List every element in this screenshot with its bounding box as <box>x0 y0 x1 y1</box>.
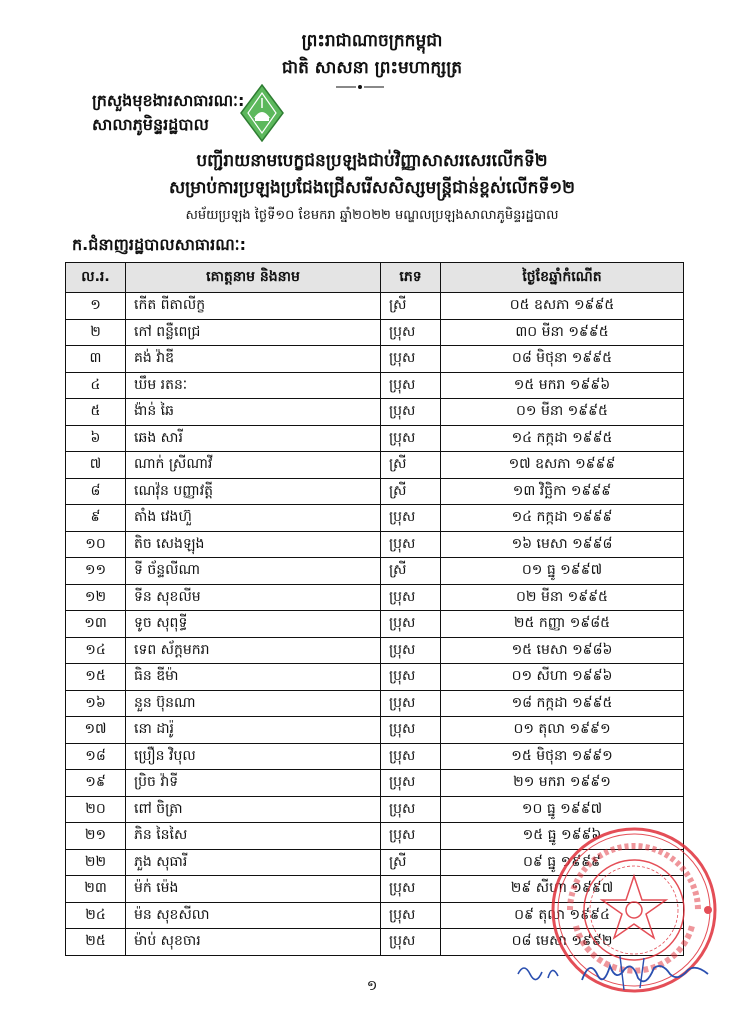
cell-sex: ស្រី <box>381 452 441 479</box>
cell-no: ៧ <box>66 452 126 479</box>
table-row <box>66 664 684 691</box>
table-row <box>66 346 684 373</box>
table-row <box>66 558 684 585</box>
cell-sex: ប្រុស <box>381 584 441 611</box>
cell-dob: ០១ សីហា ១៩៩៦ <box>441 664 684 691</box>
cell-dob: ១៤ កក្កដា ១៩៩៥ <box>441 425 684 452</box>
cell-sex: ស្រី <box>381 293 441 320</box>
cell-name: ប្រិច វ៉ាទី <box>126 770 381 797</box>
cell-sex: ប្រុស <box>381 690 441 717</box>
table-row <box>66 743 684 770</box>
cell-dob: ១៥ មេសា ១៩៨៦ <box>441 637 684 664</box>
cell-no: ៣ <box>66 346 126 373</box>
cell-sex: ប្រុស <box>381 319 441 346</box>
cell-sex: ប្រុស <box>381 664 441 691</box>
cell-no: ១១ <box>66 558 126 585</box>
cell-dob: ០៩ ធ្នូ ១៩៩៩ <box>441 849 684 876</box>
cell-dob: ២៥ កញ្ញា ១៩៨៥ <box>441 611 684 638</box>
cell-dob: ៣០ មីនា ១៩៩៥ <box>441 319 684 346</box>
cell-no: ២៣ <box>66 876 126 903</box>
cell-name: ម៉ាប់ សុខចារ <box>126 929 381 956</box>
cell-sex: ប្រុស <box>381 823 441 850</box>
cell-no: ២០ <box>66 796 126 823</box>
cell-sex: ស្រី <box>381 558 441 585</box>
cell-no: ២១ <box>66 823 126 850</box>
cell-dob: ១៧ ឧសភា ១៩៩៩ <box>441 452 684 479</box>
cell-no: ៨ <box>66 478 126 505</box>
cell-name: ណាក់ ស្រីណាវី <box>126 452 381 479</box>
cell-name: ឃឹម រតនៈ <box>126 372 381 399</box>
cell-no: ១២ <box>66 584 126 611</box>
cell-dob: ០៩ តុលា ១៩៩៤ <box>441 902 684 929</box>
cell-sex: ប្រុស <box>381 505 441 532</box>
cell-no: ១០ <box>66 531 126 558</box>
cell-dob: ១៨ កក្កដា ១៩៩៥ <box>441 690 684 717</box>
cell-name: ទេព ស័ក្តមករា <box>126 637 381 664</box>
cell-no: ១ <box>66 293 126 320</box>
cell-no: ១៩ <box>66 770 126 797</box>
table-row <box>66 505 684 532</box>
cell-dob: ១០ ធ្នូ ១៩៩៧ <box>441 796 684 823</box>
table-row <box>66 584 684 611</box>
cell-dob: ១៥ មករា ១៩៩៦ <box>441 372 684 399</box>
cell-name: នោ ដារ៉ូ <box>126 717 381 744</box>
header-name: គោត្តនាម និងនាម <box>126 263 381 293</box>
cell-name: ណេវ៉ុន បញ្ញាវត្តី <box>126 478 381 505</box>
cell-sex: ប្រុស <box>381 637 441 664</box>
cell-name: កើត ពីតាលីក្ខ <box>126 293 381 320</box>
cell-name: ភួង សុធារី <box>126 849 381 876</box>
table-row <box>66 452 684 479</box>
cell-dob: ១៤ កក្កដា ១៩៩៩ <box>441 505 684 532</box>
school-emblem-icon <box>240 84 284 142</box>
cell-name: តាំង វេងហ៊ួ <box>126 505 381 532</box>
document-subtitle: សម្រាប់ការប្រឡងប្រជែងជ្រើសរើសសិស្សមន្ត្រីជាន់ខ្ពស់លើកទី១២ <box>169 178 575 198</box>
cell-name: ម៉ក់ ម៉េង <box>126 876 381 903</box>
cell-sex: ប្រុស <box>381 425 441 452</box>
table-row <box>66 796 684 823</box>
cell-name: ទី ច័ន្ទលីណា <box>126 558 381 585</box>
table-row <box>66 425 684 452</box>
cell-name: តិច សេងឡុង <box>126 531 381 558</box>
cell-sex: ប្រុស <box>381 796 441 823</box>
cell-no: ៥ <box>66 399 126 426</box>
cell-dob: ២១ មករា ១៩៩១ <box>441 770 684 797</box>
cell-name: ពៅ ចិត្រា <box>126 796 381 823</box>
cell-no: ២៥ <box>66 929 126 956</box>
cell-dob: ០១ តុលា ១៩៩១ <box>441 717 684 744</box>
cell-no: ៩ <box>66 505 126 532</box>
table-row <box>66 637 684 664</box>
table-row <box>66 319 684 346</box>
cell-dob: ០៨ មិថុនា ១៩៩៥ <box>441 346 684 373</box>
cell-no: ១៨ <box>66 743 126 770</box>
table-header-row <box>66 263 684 293</box>
table-row <box>66 690 684 717</box>
cell-dob: ០១ មីនា ១៩៩៥ <box>441 399 684 426</box>
cell-no: ១៧ <box>66 717 126 744</box>
cell-sex: ស្រី <box>381 478 441 505</box>
cell-sex: ប្រុស <box>381 399 441 426</box>
section-heading: ក.ជំនាញរដ្ឋបាលសាធារណៈ: <box>72 235 246 254</box>
table-row <box>66 611 684 638</box>
school-name: សាលាភូមិន្ទរដ្ឋបាល <box>92 115 209 134</box>
table-row <box>66 770 684 797</box>
cell-name: ធិន ឌីម៉ា <box>126 664 381 691</box>
cell-name: កៅ ពន្លឺពេជ្រ <box>126 319 381 346</box>
cell-dob: ០៥ ឧសភា ១៩៩៥ <box>441 293 684 320</box>
cell-name: ង៉ាន់ ឆៃ <box>126 399 381 426</box>
cell-name: ភិន នៃសៃ <box>126 823 381 850</box>
cell-no: ១៥ <box>66 664 126 691</box>
cell-no: ១៤ <box>66 637 126 664</box>
ornament-divider-icon <box>336 82 384 92</box>
cell-dob: ០១ ធ្នូ ១៩៩៧ <box>441 558 684 585</box>
ministry-name: ក្រសួងមុខងារសាធារណៈ: <box>92 91 245 110</box>
cell-dob: ២៩ សីហា ១៩៩៧ <box>441 876 684 903</box>
table-row <box>66 372 684 399</box>
cell-no: ៦ <box>66 425 126 452</box>
cell-sex: ប្រុស <box>381 743 441 770</box>
cell-name: នួន ប៊ុនណា <box>126 690 381 717</box>
national-motto: ជាតិ សាសនា ព្រះមហាក្សត្រ <box>281 58 463 78</box>
cell-name: ទីន សុខលីម <box>126 584 381 611</box>
table-row <box>66 478 684 505</box>
cell-sex: ប្រុស <box>381 876 441 903</box>
cell-dob: ១៥ ធ្នូ ១៩៩៦ <box>441 823 684 850</box>
cell-name: ប្រឿន វិបុល <box>126 743 381 770</box>
cell-sex: ប្រុស <box>381 902 441 929</box>
cell-sex: ប្រុស <box>381 770 441 797</box>
header-number: ល.រ. <box>66 263 126 293</box>
cell-name: ឆេង សារី <box>126 425 381 452</box>
cell-name: ទូច សុពុទ្ធី <box>126 611 381 638</box>
table-row <box>66 399 684 426</box>
cell-no: ២ <box>66 319 126 346</box>
cell-sex: ប្រុស <box>381 611 441 638</box>
cell-sex: ស្រី <box>381 849 441 876</box>
table-row <box>66 717 684 744</box>
cell-dob: ០២ មីនា ១៩៩៥ <box>441 584 684 611</box>
table-row <box>66 293 684 320</box>
page-number: ១ <box>366 978 378 994</box>
cell-dob: ០៨ មេសា ១៩៩២ <box>441 929 684 956</box>
cell-sex: ប្រុស <box>381 717 441 744</box>
cell-name: គង់ វ៉ាឌី <box>126 346 381 373</box>
header-date-of-birth: ថ្ងៃខែឆ្នាំកំណើត <box>441 263 684 293</box>
cell-sex: ប្រុស <box>381 531 441 558</box>
document-title: បញ្ជីរាយនាមបេក្ខជនប្រឡងជាប់វិញ្ញាសាសរសេរលើកទី២ <box>196 151 548 171</box>
exam-session-info: សម័យប្រឡង ថ្ងៃទី១០ ខែមករា ឆ្នាំ២០២២ មណ្ឌលប្រឡងសាលាភូមិន្ទរដ្ឋបាល <box>185 208 559 223</box>
cell-dob: ១៦ មេសា ១៩៩៨ <box>441 531 684 558</box>
header-sex: ភេទ <box>381 263 441 293</box>
kingdom-heading: ព្រះរាជាណាចក្រកម្ពុជា <box>301 31 443 51</box>
cell-name: ម៉ន សុខសីលា <box>126 902 381 929</box>
cell-no: ៤ <box>66 372 126 399</box>
cell-sex: ប្រុស <box>381 372 441 399</box>
cell-sex: ប្រុស <box>381 346 441 373</box>
cell-no: ១៦ <box>66 690 126 717</box>
cell-sex: ប្រុស <box>381 929 441 956</box>
cell-no: ២៤ <box>66 902 126 929</box>
cell-dob: ១៣ វិច្ឆិកា ១៩៩៩ <box>441 478 684 505</box>
cell-no: ២២ <box>66 849 126 876</box>
cell-no: ១៣ <box>66 611 126 638</box>
table-row <box>66 531 684 558</box>
cell-dob: ១៥ មិថុនា ១៩៩១ <box>441 743 684 770</box>
